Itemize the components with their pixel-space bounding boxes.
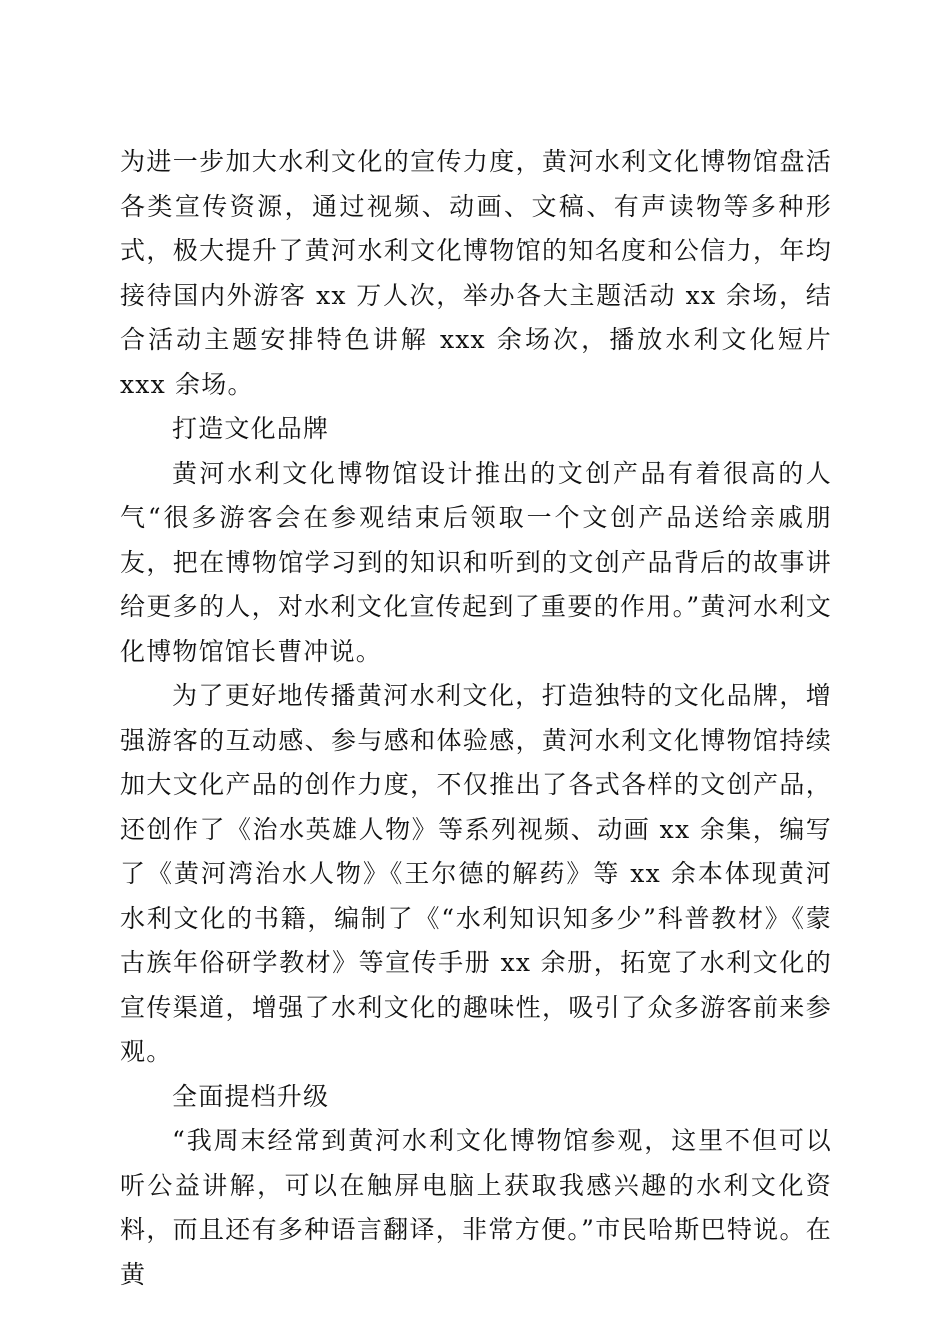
section-heading-brand: 打造文化品牌 — [172, 414, 330, 443]
paragraph-intro-continued: 为进一步加大水利文化的宣传力度，黄河水利文化博物馆盘活各类宣传资源，通过视频、动画、文稿、有声读物等多种形式，极大提升了黄河水利文化博物馆的知名度和公信力，年均接待国内外游客 xx 万人次，举办各大主题活动 xx 余场，结合活动主题安排特色讲解 xxx 余场次，播放水利文化短片 xxx 余场。 — [120, 147, 832, 399]
paragraph-cultural-products: 黄河水利文化博物馆设计推出的文创产品有着很高的人气“很多游客会在参观结束后领取一个文创产品送给亲戚朋友，把在博物馆学习到的知识和听到的文创产品背后的故事讲给更多的人，对水利文化宣传起到了重要的作用。”黄河水利文化博物馆馆长曹冲说。 — [120, 458, 832, 666]
paragraph-brand-building: 为了更好地传播黄河水利文化，打造独特的文化品牌，增强游客的互动感、参与感和体验感，黄河水利文化博物馆持续加大文化产品的创作力度，不仅推出了各式各样的文创产品，还创作了《治水英雄人物》等系列视频、动画 xx 余集，编写了《黄河湾治水人物》《王尔德的解药》等 xx 余本体现黄河水利文化的书籍，编制了《“水利知识知多少”科普教材》《蒙古族年俗研学教材》等宣传手册 xx 余册，拓宽了水利文化的宣传渠道，增强了水利文化的趣味性，吸引了众多游客前来参观。 — [120, 681, 832, 1066]
document-body — [120, 140, 832, 1297]
paragraph-visitor-quote: “我周末经常到黄河水利文化博物馆参观，这里不但可以听公益讲解，可以在触屏电脑上获取我感兴趣的水利文化资料，而且还有多种语言翻译，非常方便。”市民哈斯巴特说。在黄 — [120, 1126, 832, 1289]
section-heading-upgrade: 全面提档升级 — [172, 1081, 330, 1111]
